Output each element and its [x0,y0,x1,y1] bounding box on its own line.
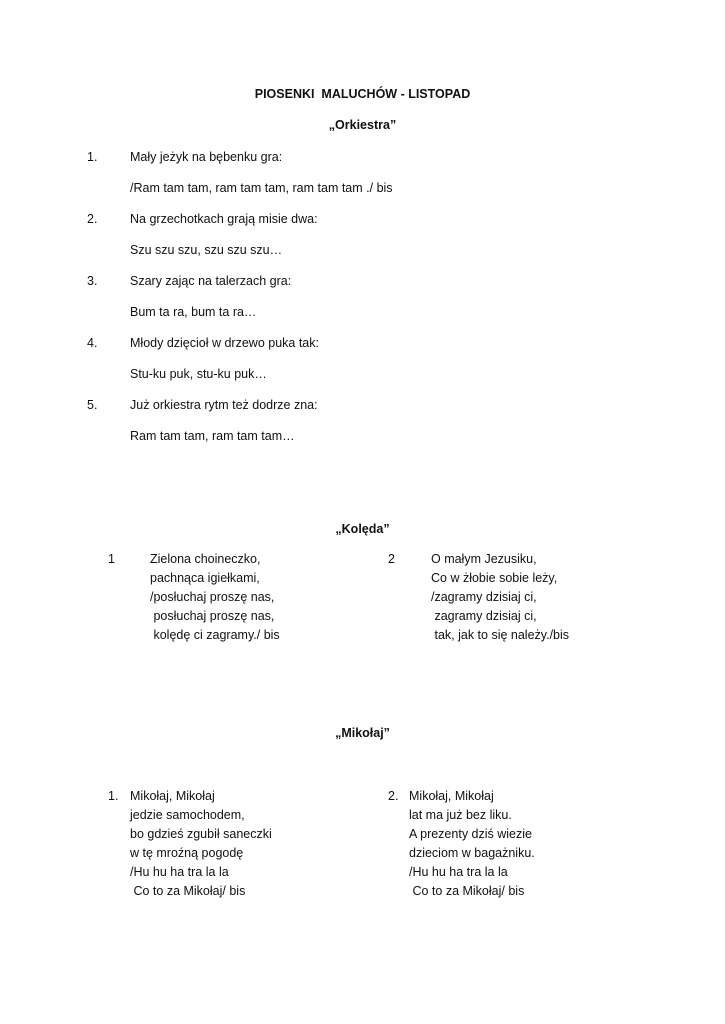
verse-line: Zielona choineczko, [150,552,261,566]
verse-line: lat ma już bez liku. [409,808,512,822]
verse-number: 3. [87,274,98,288]
verse-number: 1. [87,150,98,164]
verse-line: jedzie samochodem, [130,808,245,822]
verse-number: 4. [87,336,98,350]
verse-line: Mikołaj, Mikołaj [409,789,494,803]
song-title-mikolaj: „Mikołaj” [335,726,390,740]
verse-refrain: Bum ta ra, bum ta ra… [130,305,257,319]
verse-number: 1 [108,552,115,566]
verse-line: kolędę ci zagramy./ bis [150,628,280,642]
verse-refrain: Szu szu szu, szu szu szu… [130,243,283,257]
verse-refrain: Ram tam tam, ram tam tam… [130,429,295,443]
verse-line: bo gdzieś zgubił saneczki [130,827,272,841]
verse-line: Już orkiestra rytm też dodrze zna: [130,398,318,412]
verse-number: 2 [388,552,395,566]
verse-number: 2. [87,212,98,226]
verse-line: dzieciom w bagażniku. [409,846,535,860]
verse-line: O małym Jezusiku, [431,552,537,566]
verse-line: /posłuchaj proszę nas, [150,590,275,604]
verse-line: Mały jeżyk na bębenku gra: [130,150,283,164]
verse-refrain: /Ram tam tam, ram tam tam, ram tam tam ./ bis [130,181,393,195]
verse-line: pachnąca igiełkami, [150,571,260,585]
page-title: PIOSENKI MALUCHÓW - LISTOPAD [254,87,471,101]
song-title-koleda: „Kolęda” [335,522,390,536]
song-title-orkiestra: „Orkiestra” [328,118,397,132]
verse-line: Mikołaj, Mikołaj [130,789,215,803]
verse-line: Co to za Mikołaj/ bis [409,884,525,898]
verse-line: Młody dzięcioł w drzewo puka tak: [130,336,319,350]
verse-line: w tę mroźną pogodę [130,846,244,860]
verse-line: /zagramy dzisiaj ci, [431,590,537,604]
verse-line: Co w żłobie sobie leży, [431,571,558,585]
verse-number: 2. [388,789,399,803]
verse-line: /Hu hu ha tra la la [409,865,508,879]
verse-number: 5. [87,398,98,412]
verse-line: /Hu hu ha tra la la [130,865,229,879]
verse-line: A prezenty dziś wiezie [409,827,532,841]
verse-line: Na grzechotkach grają misie dwa: [130,212,318,226]
verse-line: Co to za Mikołaj/ bis [130,884,246,898]
verse-refrain: Stu-ku puk, stu-ku puk… [130,367,267,381]
verse-line: tak, jak to się należy./bis [431,628,570,642]
verse-line: posłuchaj proszę nas, [150,609,275,623]
verse-line: zagramy dzisiaj ci, [431,609,537,623]
verse-line: Szary zając na talerzach gra: [130,274,292,288]
verse-number: 1. [108,789,119,803]
